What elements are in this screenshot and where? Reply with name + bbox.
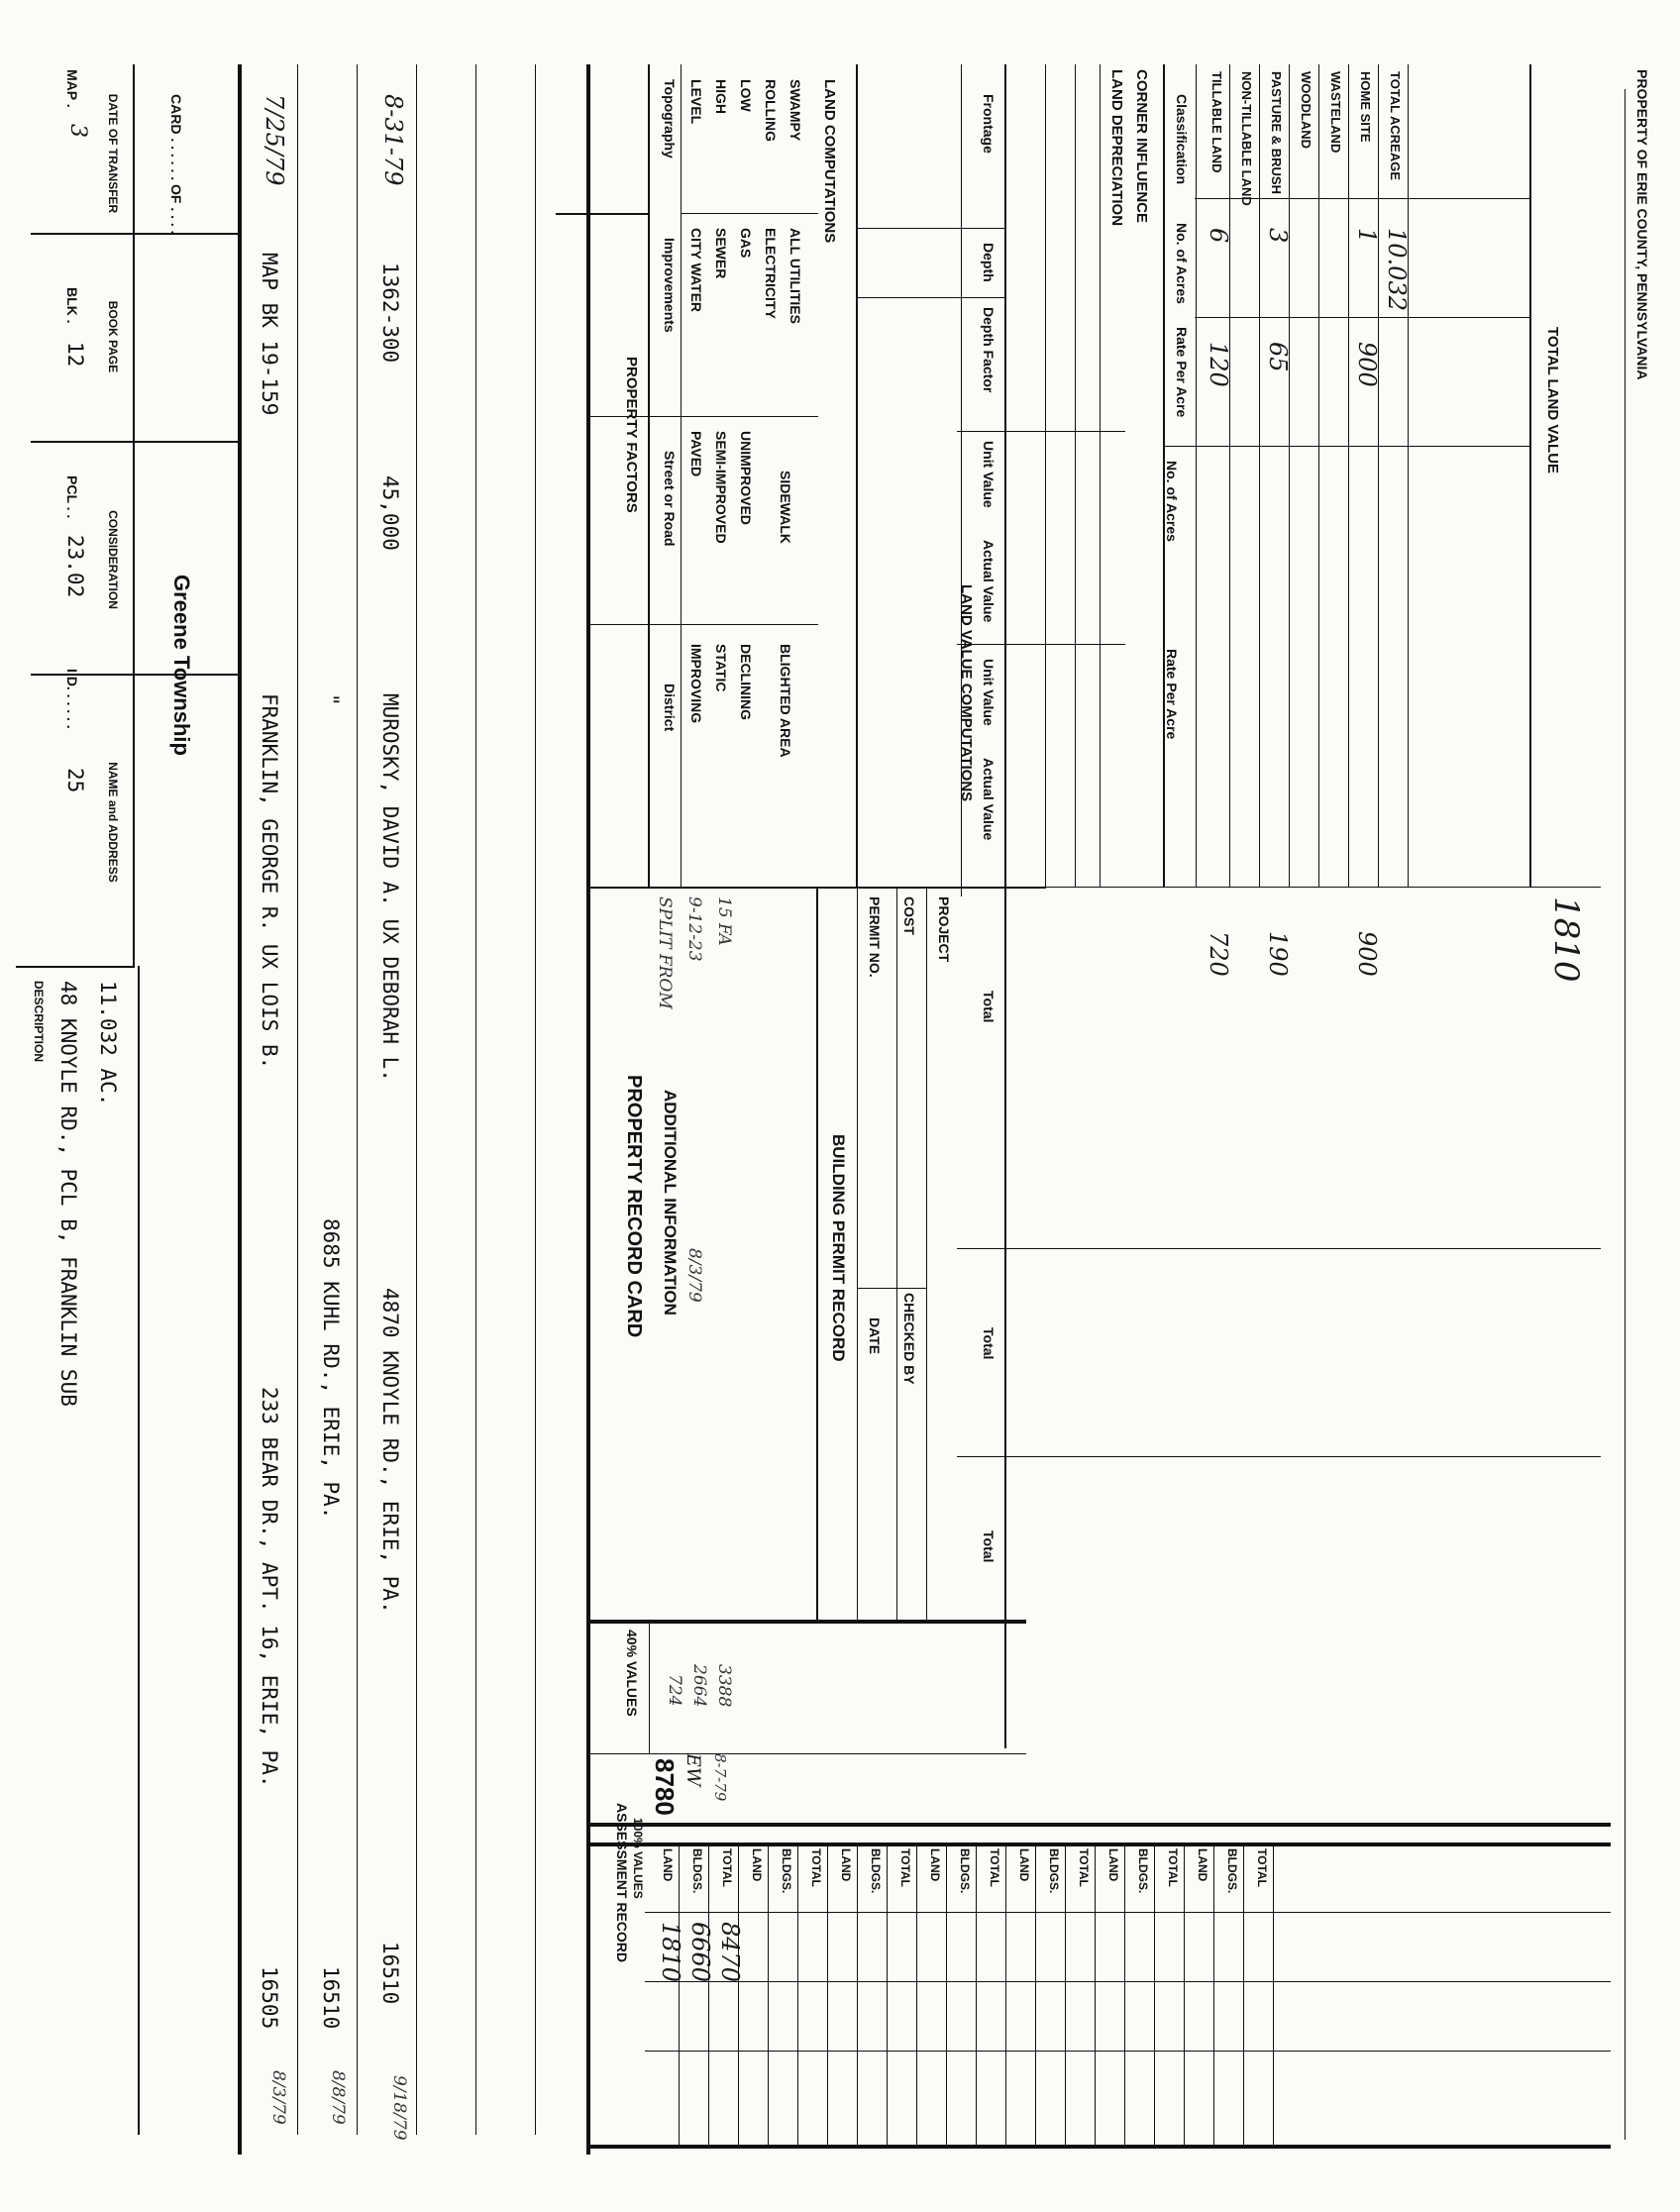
transfer-stamp-1: 8/3/79 <box>268 2070 288 2125</box>
assessment-row-label: TOTAL <box>1166 1848 1180 1887</box>
street-semi-improved: SEMI-IMPROVED <box>713 431 729 544</box>
card-title: PROPERTY RECORD CARD <box>623 1075 645 1338</box>
map-value: 3 <box>65 124 90 138</box>
imp-sewer: SEWER <box>713 228 729 279</box>
land-row-label: WOODLAND <box>1299 71 1313 149</box>
assessment-label: ASSESSMENT RECORD <box>614 1803 630 1963</box>
street-paved: PAVED <box>688 431 704 477</box>
transfer-address-2: 8685 KUHL RD., ERIE, PA. <box>319 1218 343 1520</box>
street-head: Street or Road <box>662 451 678 547</box>
land-row-total: 720 <box>1205 931 1232 977</box>
building-permit-title: BUILDING PERMIT RECORD <box>829 1134 848 1362</box>
permit-no-label: PERMIT NO. <box>867 896 883 978</box>
assessment-row-label: LAND <box>1196 1848 1209 1882</box>
additional-note-4: 15 FA <box>714 896 734 946</box>
col-total-3: Total <box>981 1530 997 1563</box>
assessment-row-label: TOTAL <box>809 1848 823 1887</box>
land-row-total: 190 <box>1264 931 1292 977</box>
col-name-address: NAME and ADDRESS <box>106 762 120 883</box>
transfer-name-2: " <box>319 693 343 706</box>
blk-label: BLK . <box>64 287 80 324</box>
improvements-head: Improvements <box>662 238 678 333</box>
description-line1: 48 KNOYLE RD., PCL B, FRANKLIN SUB <box>56 981 80 1407</box>
topo-rolling: ROLLING <box>763 79 779 142</box>
additional-note-3: 9-12-23 <box>684 896 704 962</box>
values-40-total: 3388 <box>714 1664 734 1708</box>
permit-cost-label: COST <box>901 896 917 935</box>
land-row-label: PASTURE & BRUSH <box>1269 71 1284 194</box>
col-total-2: Total <box>981 1327 997 1360</box>
transfer-address-3: 4870 KNOYLE RD., ERIE, PA. <box>378 1288 402 1614</box>
topo-level: LEVEL <box>688 79 704 125</box>
assessment-stamp-date: 8-7-79 <box>711 1753 729 1802</box>
map-label: MAP . <box>64 69 80 108</box>
assessment-sublabel: 100% VALUES <box>631 1818 645 1899</box>
assessment-row-label: LAND <box>750 1848 764 1882</box>
col-date-of-transfer: DATE OF TRANSFER <box>106 93 120 214</box>
assessment-row-label: LAND <box>839 1848 853 1882</box>
transfer-stamp-3: 9/18/79 <box>389 2075 409 2141</box>
transfer-name-3: MUROSKY, DAVID A. UX DEBORAH L. <box>378 693 402 1082</box>
description-label: DESCRIPTION <box>32 981 46 1063</box>
total-land-value: 1810 <box>1546 896 1586 983</box>
transfer-name-1: FRANKLIN, GEORGE R. UX LOIS B. <box>258 693 281 1070</box>
land-computations-label: LAND COMPUTATIONS <box>821 79 838 244</box>
assessment-row-label: BLDGS. <box>690 1848 704 1894</box>
township-title: Greene Township <box>169 575 194 756</box>
assessment-initials: EW <box>682 1753 704 1787</box>
assessment-row-label: TOTAL <box>988 1848 1001 1887</box>
land-row-rate: 65 <box>1264 342 1292 372</box>
assessment-row-label: TOTAL <box>1077 1848 1091 1887</box>
land-row-acres: 3 <box>1264 228 1292 244</box>
assessment-total-value: 8470 <box>716 1922 744 1983</box>
description-line2: 11.032 AC. <box>96 981 120 1106</box>
topo-swampy: SWAMPY <box>788 79 803 142</box>
total-land-value-label: TOTAL LAND VALUE <box>1544 327 1561 474</box>
pcl-value: 23.02 <box>63 535 87 598</box>
transfer-book-1: MAP BK 19-159 <box>258 253 281 416</box>
transfer-consideration-3: 45,000 <box>378 475 402 551</box>
district-declining: DECLINING <box>738 644 754 720</box>
col-no-acres: No. of Acres <box>1174 223 1190 304</box>
land-row-total: 900 <box>1353 931 1381 977</box>
topo-low: LOW <box>738 79 754 112</box>
land-row-label: TOTAL ACREAGE <box>1388 71 1403 181</box>
transfer-stamp-2: 8/8/79 <box>328 2070 348 2125</box>
col-total: Total <box>981 991 997 1023</box>
values-40-label: 40% VALUES <box>624 1630 640 1717</box>
assessment-row-label: BLDGS. <box>1136 1848 1150 1894</box>
values-40-bldgs: 2664 <box>689 1664 709 1708</box>
assessment-row-label: LAND <box>1106 1848 1120 1882</box>
corner-influence-label: CORNER INFLUENCE <box>1133 69 1150 224</box>
transfer-date-1: 7/25/79 <box>261 94 288 186</box>
land-row-label: TILLABLE LAND <box>1209 71 1224 173</box>
assessment-row-label: LAND <box>928 1848 942 1882</box>
transfer-book-3: 1362-300 <box>378 263 402 364</box>
permit-checked-label: CHECKED BY <box>901 1293 917 1385</box>
assessment-row-label: BLDGS. <box>780 1848 793 1894</box>
assessment-row-label: TOTAL <box>898 1848 912 1887</box>
assessment-land-value: 1810 <box>657 1922 684 1983</box>
assessment-row-label: BLDGS. <box>1225 1848 1239 1894</box>
col-depth: Depth <box>981 243 997 282</box>
assessment-row-label: TOTAL <box>1255 1848 1269 1887</box>
imp-city-water: CITY WATER <box>688 228 704 313</box>
street-sidewalk: SIDEWALK <box>778 471 793 544</box>
land-row-label: HOME SITE <box>1358 71 1373 143</box>
col-frontage: Frontage <box>981 94 997 154</box>
transfer-date-3: 8-31-79 <box>379 94 407 186</box>
transfer-zip-1: 16505 <box>258 1966 281 2030</box>
additional-note-1: SPLIT FROM <box>655 896 675 1009</box>
assessment-row-label: BLDGS. <box>1047 1848 1061 1894</box>
land-row-rate: 120 <box>1205 342 1232 387</box>
district-static: STATIC <box>713 644 729 692</box>
col-depth-factor: Depth Factor <box>981 307 997 393</box>
additional-note-2: 8/3/79 <box>684 1248 704 1303</box>
street-unimproved: UNIMPROVED <box>738 431 754 525</box>
transfer-address-1: 233 BEAR DR., APT. 16, ERIE, PA. <box>258 1387 281 1788</box>
assessment-bldgs-value: 6660 <box>686 1922 714 1983</box>
col-actual-value-2: Actual Value <box>981 758 997 841</box>
district-blighted: BLIGHTED AREA <box>778 644 793 758</box>
card-label: CARD . . . . . . OF . . . . <box>168 94 184 235</box>
topo-high: HIGH <box>713 79 729 114</box>
permit-date-label: DATE <box>867 1317 883 1355</box>
col-rate-per-acre: Rate Per Acre <box>1174 327 1190 418</box>
imp-gas: GAS <box>738 228 754 259</box>
id-value: 25 <box>63 768 87 793</box>
property-factors-title: PROPERTY FACTORS <box>623 357 640 513</box>
col-book-page: BOOK PAGE <box>106 300 120 373</box>
col-unit-value-2: Unit Value <box>981 659 997 726</box>
land-row-label: WASTELAND <box>1328 71 1343 154</box>
topography-head: Topography <box>662 79 678 158</box>
land-row-label: NON-TILLABLE LAND <box>1239 71 1254 206</box>
blk-value: 12 <box>63 342 87 368</box>
col-consideration: CONSIDERATION <box>106 510 120 609</box>
land-row-rate: 900 <box>1353 342 1381 387</box>
transfer-zip-3: 16510 <box>378 1942 402 2005</box>
permit-project-label: PROJECT <box>936 896 952 963</box>
transfer-zip-2: 16510 <box>319 1966 343 2030</box>
col-no-acres-2: No. of Acres <box>1164 461 1180 542</box>
additional-info-title: ADDITIONAL INFORMATION <box>661 1090 680 1316</box>
assessment-row-label: BLDGS. <box>869 1848 883 1894</box>
assessment-year: 8780 <box>650 1758 680 1816</box>
land-row-acres: 10.032 <box>1383 228 1411 311</box>
col-rate-per-acre-2: Rate Per Acre <box>1164 649 1180 740</box>
col-unit-value: Unit Value <box>981 441 997 508</box>
assessment-row-label: BLDGS. <box>958 1848 972 1894</box>
imp-electricity: ELECTRICITY <box>763 228 779 319</box>
land-value-comp-title: LAND VALUE COMPUTATIONS <box>958 584 975 802</box>
col-actual-value: Actual Value <box>981 540 997 623</box>
col-classification: Classification <box>1174 94 1190 185</box>
land-depreciation-label: LAND DEPRECIATION <box>1108 69 1125 227</box>
id-label: I.D. . . . . . <box>64 669 80 729</box>
land-row-acres: 1 <box>1353 228 1381 244</box>
district-head: District <box>662 684 678 732</box>
assessment-row-label: TOTAL <box>720 1848 734 1887</box>
footer-property-of: PROPERTY OF ERIE COUNTY, PENNSYLVANIA <box>1634 69 1650 380</box>
district-improving: IMPROVING <box>688 644 704 724</box>
pcl-label: PCL . . <box>64 475 80 519</box>
values-40-land: 724 <box>665 1674 684 1707</box>
imp-all-utilities: ALL UTILITIES <box>788 228 803 324</box>
assessment-row-label: LAND <box>1017 1848 1031 1882</box>
assessment-row-label: LAND <box>661 1848 675 1882</box>
land-row-acres: 6 <box>1205 228 1232 244</box>
